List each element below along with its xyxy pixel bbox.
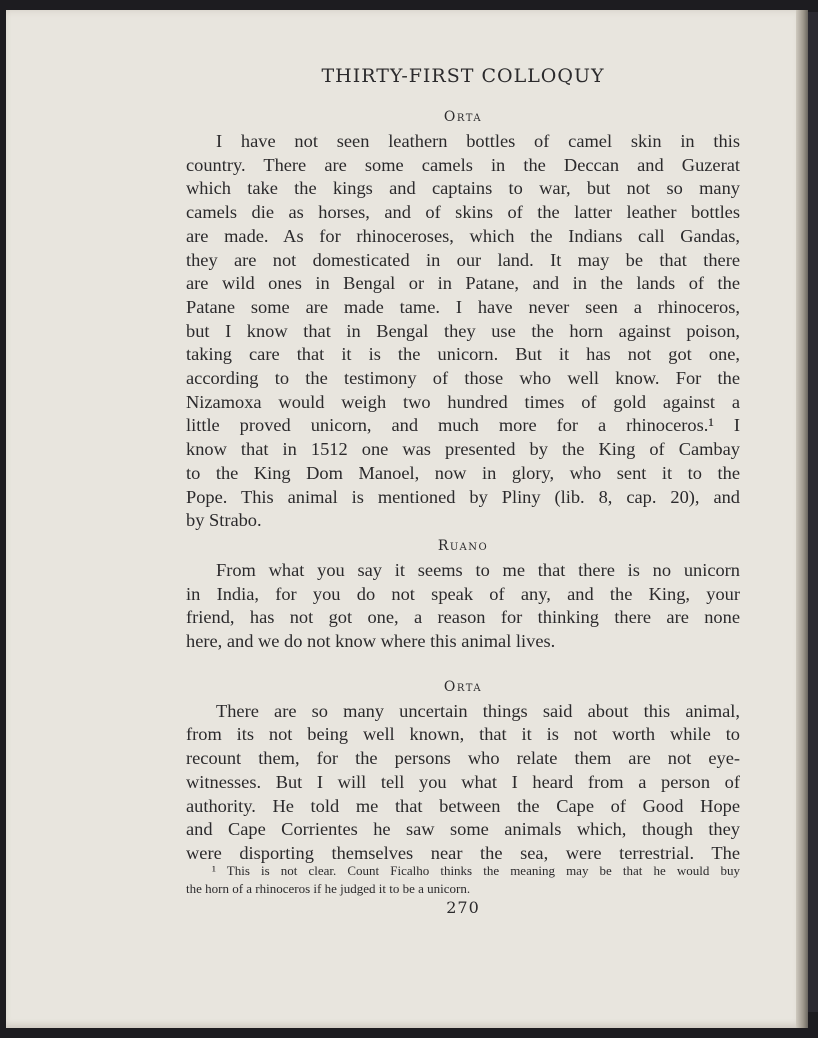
paragraph <box>186 700 740 866</box>
book-page <box>6 10 808 1028</box>
text-line: to the King Dom Manoel, now in glory, who sent it to the <box>186 462 740 483</box>
text-line: in India, for you do not speak of any, and the King, your <box>186 583 740 604</box>
speaker-heading: Orta <box>443 109 483 125</box>
paragraph <box>186 559 740 654</box>
footnote-line: ¹ This is not clear. Count Ficalho thinks the meaning may be that he would buy <box>212 863 740 878</box>
running-head: THIRTY-FIRST COLLOQUY <box>321 65 605 87</box>
page-number: 270 <box>446 898 480 917</box>
text-line: and Cape Corrientes he saw some animals which, though they <box>186 819 740 840</box>
next-page-edge <box>808 12 818 1012</box>
text-line: There are so many uncertain things said about this animal, <box>216 700 740 721</box>
text-line: by Strabo. <box>186 510 262 531</box>
text-line: from its not being well known, that it is not worth while to <box>186 724 740 745</box>
text-line: From what you say it seems to me that there is no unicorn <box>216 559 740 580</box>
text-line: here, and we do not know where this animal lives. <box>186 631 556 652</box>
text-line: Nizamoxa would weigh two hundred times of gold against a <box>186 391 740 412</box>
text-line: recount them, for the persons who relate them are not eye- <box>186 748 740 769</box>
text-line: I have not seen leathern bottles of camel skin in this <box>216 131 740 151</box>
footnote-line: the horn of a rhinoceros if he judged it to be a unicorn. <box>186 881 471 896</box>
text-line: Pope. This animal is mentioned by Pliny (lib. 8, cap. 20), and <box>186 486 740 507</box>
text-line: witnesses. But I will tell you what I heard from a person of <box>186 771 740 792</box>
main-text <box>186 62 740 866</box>
page-gutter <box>796 10 808 1028</box>
text-line: camels die as horses, and of skins of the latter leather bottles <box>186 202 740 223</box>
text-line: authority. He told me that between the Cape of Good Hope <box>186 795 740 816</box>
text-line: taking care that it is the unicorn. But it has not got one, <box>186 344 740 365</box>
paragraph <box>186 130 740 533</box>
text-line: country. There are some camels in the Deccan and Guzerat <box>186 154 740 175</box>
text-line: were disporting themselves near the sea, were terrestrial. The <box>186 842 740 863</box>
text-line: know that in 1512 one was presented by the King of Cambay <box>186 439 740 460</box>
text-line: Patane some are made tame. I have never seen a rhinoceros, <box>186 296 740 317</box>
text-line: according to the testimony of those who well know. For the <box>186 368 740 389</box>
text-line: which take the kings and captains to war, but not so many <box>186 178 740 199</box>
speaker-heading: Orta <box>443 678 483 695</box>
text-line: friend, has not got one, a reason for thinking there are none <box>186 607 740 628</box>
text-line: little proved unicorn, and much more for a rhinoceros.¹ I <box>186 415 740 436</box>
text-line: but I know that in Bengal they use the horn against poison, <box>186 320 740 341</box>
footnote <box>186 862 740 898</box>
speaker-heading: Ruano <box>437 537 489 554</box>
text-line: they are not domesticated in our land. It may be that there <box>186 249 740 270</box>
text-line: are made. As for rhinoceroses, which the Indians call Gandas, <box>186 225 740 246</box>
text-line: are wild ones in Bengal or in Patane, and in the lands of the <box>186 273 740 294</box>
